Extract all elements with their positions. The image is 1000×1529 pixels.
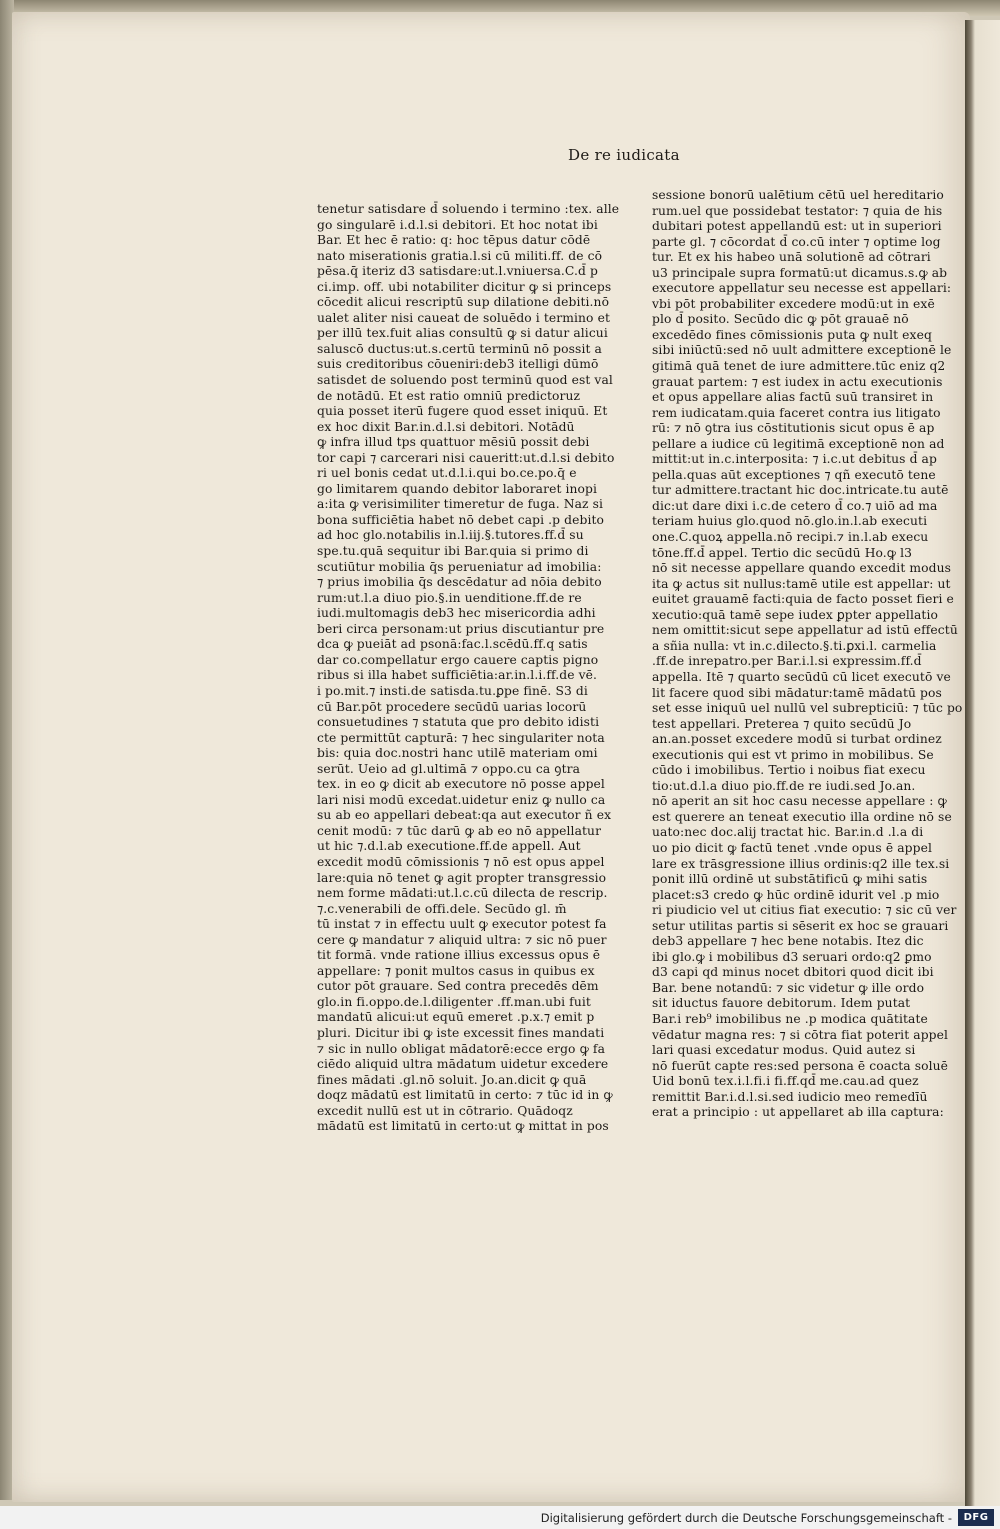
text-line: ri uel bonis cedat ut.d.l.i.qui bo.ce.po.q̄ e	[317, 466, 577, 481]
text-line: ita ꝙ actus sit nullus:tamē utile est appellar: ut	[652, 576, 951, 591]
text-line: de notādū. Et est ratio omniū predictoruz	[317, 388, 581, 403]
text-line: iudi.multomagis deb3 hec misericordia adhi	[317, 606, 596, 621]
text-line: lare:quia nō tenet ꝙ agit propter transgressio	[317, 870, 607, 885]
text-line: fines mādati .gl.nō soluit. Jo.an.dicit ꝙ quā	[317, 1072, 587, 1087]
text-line: excedit nullū est ut in cōtrario. Quādoqz	[317, 1103, 573, 1118]
text-line: setur utilitas partis si sēserit ex hoc se grauari	[652, 918, 949, 933]
text-line: rem iudicatam.quia faceret contra ius litigato	[652, 405, 941, 420]
text-line: sit iductus fauore debitorum. Idem putat	[652, 996, 911, 1011]
text-line: appella. Itē ⁊ quarto secūdū cū licet executō ve	[652, 669, 951, 684]
facing-page-edge	[965, 20, 1000, 1510]
text-line: test appellari. Preterea ⁊ quito secūdū Jo	[652, 716, 912, 731]
text-line: u3 principale supra formatū:ut dicamus.s.ꝙ ab	[652, 265, 948, 280]
text-line: tit formā. vnde ratione illius excessus opus ē	[317, 948, 601, 963]
text-line: an.an.posset excedere modū si turbat ordinez	[652, 732, 942, 747]
text-line: est querere an teneat executio illa ordine nō se	[652, 809, 952, 824]
text-line: dubitari potest appellandū est: ut in superiori	[652, 219, 942, 234]
text-line: lit facere quod sibi mādatur:tamē mādatū pos	[652, 685, 942, 700]
right-text-column	[652, 188, 963, 1121]
text-line: ibi glo.ꝙ i mobilibus d3 seruari ordo:q2 ꝑmo	[652, 949, 932, 964]
text-line: per illū tex.fuit alias consultū ꝙ si datur alicui	[317, 326, 608, 341]
text-line: executionis qui est vt primo in mobilibus. Se	[652, 747, 934, 762]
text-line: appellare: ⁊ ponit multos casus in quibus ex	[317, 963, 595, 978]
text-line: euitet grauamē facti:quia de facto posset fieri e	[652, 592, 954, 607]
text-line: scutiūtur mobilia q̄s perueniatur ad imobilia:	[317, 559, 602, 574]
text-line: sibi iniūctū:sed nō uult admittere exceptionē le	[652, 343, 952, 358]
text-line: ualet aliter nisi caueat de soluēdo i termino et	[317, 310, 610, 325]
text-line: nō aperit an sit hoc casu necesse appellare : ꝙ	[652, 794, 947, 809]
text-line: gitimā quā tenet de iure admittere.tūc eniz q2	[652, 359, 946, 374]
text-line: i po.mit.⁊ insti.de satisda.tu.ꝑpe finē. S3 di	[317, 683, 588, 698]
text-line: lari quasi excedatur modus. Quid autez si	[652, 1043, 916, 1058]
text-line: nato miserationis gratia.l.si cū militi.ff. de cō	[317, 248, 603, 263]
text-line: ⁊.c.venerabili de offi.dele. Secūdo gl. m̄	[317, 901, 567, 916]
text-line: ad hoc glo.notabilis in.l.iij.§.tutores.ff.d̄ su	[317, 528, 584, 543]
text-line: doqz mādatū est limitatū in certo: ⁊ tūc id in ꝙ	[317, 1088, 613, 1103]
text-line: excedēdo fines cōmissionis puta ꝙ nult exeq	[652, 327, 932, 342]
text-line: mandatū alicui:ut equū emeret .p.x.⁊ emit p	[317, 1010, 595, 1025]
text-line: nō sit necesse appellare quando excedit modus	[652, 561, 952, 576]
text-line: nem omittit:sicut sepe appellatur ad istū effectū	[652, 623, 958, 638]
text-line: lare ex trāsgressione illius ordinis:q2 ille tex.si	[652, 856, 950, 871]
text-line: pluri. Dicitur ibi ꝙ iste excessit fines mandati	[317, 1025, 605, 1040]
left-text-column	[317, 202, 620, 1135]
text-line: placet:s3 credo ꝙ hūc ordinē idurit vel .p mio	[652, 887, 940, 902]
text-line: bona sufficiētia habet nō debet capi .p debito	[317, 512, 605, 527]
text-line: rum:ut.l.a diuo pio.§.in uenditione.ff.de re	[317, 590, 582, 605]
text-line: .ff.de inrepatro.per Bar.i.l.si expressim.ff.d̄	[652, 654, 922, 669]
text-line: tex. in eo ꝙ dicit ab executore nō posse appel	[317, 777, 605, 792]
text-line: ribus si illa habet sufficiētia:ar.in.l.i.ff.de vē.	[317, 668, 598, 683]
running-header: De re iudicata	[568, 146, 680, 164]
text-line: deb3 appellare ⁊ hec bene notabis. Itez dic	[652, 934, 924, 949]
text-line: beri circa personam:ut prius discutiantur pre	[317, 621, 605, 636]
text-line: su ab eo appellari debeat:qa aut executor ñ ex	[317, 808, 612, 823]
text-line: nō fuerūt capte res:sed persona ē coacta soluē	[652, 1058, 949, 1073]
text-line: d3 capi qd minus nocet dbitori quod dicit ibi	[652, 965, 934, 980]
text-line: remittit Bar.i.d.l.si.sed iudicio meo remedīū	[652, 1089, 928, 1104]
text-line: one.C.quoꝝ appella.nō recipi.⁊ in.l.ab execu	[652, 530, 929, 545]
funding-notice: Digitalisierung gefördert durch die Deutsche Forschungsgemeinschaft -	[540, 1511, 952, 1525]
text-line: ci.imp. off. ubi notabiliter dicitur ꝙ si princeps	[317, 279, 612, 294]
text-line: uo pio dicit ꝙ factū tenet .vnde opus ē appel	[652, 840, 932, 855]
text-line: rū: ⁊ nō ꝯtra ius cōstitutionis sicut opus ē ap	[652, 421, 935, 436]
text-line: teriam huius glo.quod nō.glo.in.l.ab executi	[652, 514, 928, 529]
text-line: xecutio:quā tamē sepe iudex ꝑpter appellatio	[652, 607, 938, 622]
text-line: tōne.ff.d̄ appel. Tertio dic secūdū Ho.ꝙ l3	[652, 545, 913, 560]
text-line: pella.quas aūt exceptiones ⁊ qñ executō tene	[652, 467, 936, 482]
text-line: ex hoc dixit Bar.in.d.l.si debitori. Notādū	[317, 419, 575, 434]
text-line: Bar.i reb⁹ imobilibus ne .p modica quātitate	[652, 1011, 928, 1026]
text-line: dca ꝙ pueiāt ad psonā:fac.l.scēdū.ff.q satis	[317, 637, 588, 652]
text-line: plo d̄ posito. Secūdo dic ꝙ pōt grauaē nō	[652, 312, 909, 327]
text-line: quia posset iterū fugere quod esset iniquū. Et	[317, 404, 608, 419]
text-line: Uid bonū tex.i.l.fi.i fi.ff.qd̄ me.cau.ad quez	[652, 1074, 919, 1089]
text-line: ⁊ prius imobilia q̄s descēdatur ad nōia debito	[317, 575, 602, 590]
text-line: go limitarem quando debitor laboraret inopi	[317, 481, 598, 496]
text-line: vbi pōt probabiliter excedere modū:ut in exē	[652, 296, 935, 311]
text-line: consuetudines ⁊ statuta que pro debito idisti	[317, 715, 600, 730]
text-line: spe.tu.quā sequitur ibi Bar.quia si primo di	[317, 544, 589, 559]
text-line: tur admittere.tractant hic doc.intricate.tu autē	[652, 483, 949, 498]
text-line: tenetur satisdare d̄ soluendo i termino :tex. alle	[317, 202, 620, 216]
text-line: parte gl. ⁊ cōcordat d̄ co.cū inter ⁊ optime log	[652, 234, 941, 249]
text-line: cte permittūt capturā: ⁊ hec singulariter nota	[317, 730, 605, 745]
text-line: cenit modū: ⁊ tūc darū ꝙ ab eo nō appellatur	[317, 823, 602, 838]
footer-bar	[0, 1506, 1000, 1529]
text-line: tur. Et ex his habeo unā solutionē ad cōtrari	[652, 250, 931, 265]
text-line: cōcedit alicui rescriptū sup dilatione debiti.nō	[317, 295, 610, 310]
text-line: satisdet de soluendo post terminū quod est val	[317, 373, 613, 388]
text-line: dic:ut dare dixi i.c.de cetero d̄ co.⁊ uiō ad ma	[652, 498, 938, 513]
text-line: Bar. Et hec ē ratio: q: hoc tēpus datur cōdē	[317, 233, 591, 248]
text-line: ut hic ⁊.d.l.ab executione.ff.de appell. Aut	[317, 839, 581, 854]
text-line: tio:ut.d.l.a diuo pio.ff.de re iudi.sed Jo.an.	[652, 778, 916, 793]
text-line: sessione bonorū ualētium cētū uel hereditario	[652, 188, 944, 202]
text-line: vēdatur magna res: ⁊ si cōtra fiat poterit appel	[652, 1027, 949, 1042]
text-line: go singularē i.d.l.si debitori. Et hoc notat ibi	[317, 217, 598, 232]
text-line: nem forme mādati:ut.l.c.cū dilecta de rescrip.	[317, 886, 608, 901]
text-line: executore appellatur seu necesse est appellari:	[652, 281, 952, 296]
text-line: et opus appellare alias factū suū transiret in	[652, 390, 934, 405]
text-line: ri piudicio vel ut citius fiat executio: ⁊ sic cū ver	[652, 903, 957, 918]
text-line: cere ꝙ mandatur ⁊ aliquid ultra: ⁊ sic nō puer	[317, 932, 607, 947]
text-line: excedit modū cōmissionis ⁊ nō est opus appel	[317, 854, 605, 869]
text-line: ciēdo aliquid ultra mādatum uidetur excedere	[317, 1057, 609, 1072]
text-line: ponit illū ordinē ut substātificū ꝙ mihi satis	[652, 872, 928, 887]
text-line: a sñia nulla: vt in.c.dilecto.§.ti.ꝑxi.l. carmelia	[652, 638, 937, 653]
text-line: a:ita ꝙ verisimiliter timeretur de fuga. Naz si	[317, 497, 604, 512]
text-line: mādatū est limitatū in certo:ut ꝙ mittat in pos	[317, 1119, 609, 1134]
text-line: grauat partem: ⁊ est iudex in actu executionis	[652, 374, 943, 389]
text-line: cutor pōt grauare. Sed contra precedēs dēm	[317, 979, 599, 994]
text-line: set esse iniquū uel nullū vel subrepticiū: ⁊ tūc po	[652, 701, 963, 716]
text-line: cū Bar.pōt procedere secūdū uarias locorū	[317, 699, 587, 714]
text-line: rum.uel que possidebat testator: ⁊ quia de his	[652, 203, 943, 218]
text-line: erat a principio : ut appellaret ab illa captura:	[652, 1105, 944, 1120]
text-line: saluscō ductus:ut.s.certū terminū nō possit a	[317, 341, 602, 356]
text-line: pēsa.q̄ iteriz d3 satisdare:ut.l.vniuersa.C.d̄ p	[317, 264, 598, 279]
text-line: ꝙ infra illud tps quattuor mēsiū possit debi	[317, 435, 590, 450]
text-line: cūdo i imobilibus. Tertio i noibus fiat execu	[652, 763, 926, 778]
text-line: ⁊ sic in nullo obligat mādatorē:ecce ergo ꝙ fa	[317, 1041, 605, 1056]
text-line: lari nisi modū excedat.uidetur eniz ꝙ nullo ca	[317, 792, 606, 807]
text-line: serūt. Ueio ad gl.ultimā ⁊ oppo.cu ca ꝯtra	[317, 761, 581, 776]
text-line: bis: quia doc.nostri hanc utilē materiam omi	[317, 746, 598, 761]
text-line: tū instat ⁊ in effectu uult ꝙ executor potest fa	[317, 917, 607, 932]
text-line: suis creditoribus cōueniri:deb3 itelligi dūmō	[317, 357, 599, 372]
text-line: mittit:ut in.c.interposita: ⁊ i.c.ut debitus d̄ ap	[652, 452, 937, 467]
text-line: glo.in fi.oppo.de.l.diligenter .ff.man.ubi fuit	[317, 994, 591, 1009]
text-line: pellare a iudice cū legitimā exceptionē non ad	[652, 436, 945, 451]
text-line: dar co.compellatur ergo cauere captis pigno	[317, 652, 599, 667]
text-line: Bar. bene notandū: ⁊ sic videtur ꝙ ille ordo	[652, 980, 925, 995]
text-line: uato:nec doc.alij tractat hic. Bar.in.d .l.a di	[652, 825, 924, 840]
text-line: tor capi ⁊ carcerari nisi caueritt:ut.d.l.si debito	[317, 450, 615, 465]
dfg-logo: DFG	[958, 1509, 994, 1526]
